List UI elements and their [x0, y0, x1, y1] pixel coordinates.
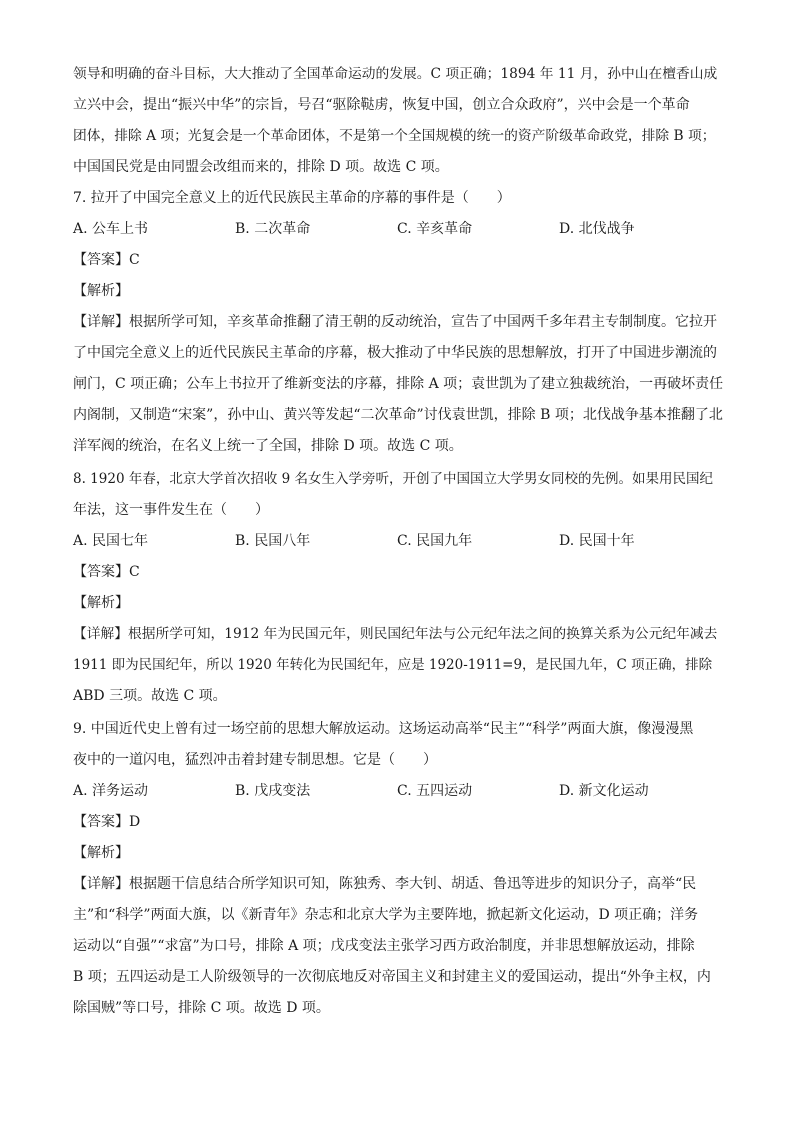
- detail-line: 除国贼”等口号，排除 C 项。故选 D 项。: [73, 1000, 330, 1016]
- option-c: C. 民国九年: [397, 533, 473, 549]
- question-stem: 7. 拉开了中国完全意义上的近代民族民主革命的序幕的事件是（ ）: [73, 190, 511, 206]
- detail-line: 【详解】根据所学可知，1912 年为民国元年，则民国纪年法与公元纪年法之间的换算关系为公元纪年减去: [73, 626, 718, 642]
- carryover-line: 立兴中会，提出“振兴中华”的宗旨，号召“驱除鞑虏，恢复中国，创立合众政府”，兴中会是一个革命: [73, 97, 690, 113]
- options-row: [73, 219, 723, 239]
- detail-line: 内阁制，又制造“宋案”，孙中山、黄兴等发起“二次革命”讨伐袁世凯，排除 B 项；北伐战争基本推翻了北: [73, 407, 723, 423]
- question-stem: 年法，这一事件发生在（ ）: [73, 502, 269, 518]
- option-b: B. 民国八年: [235, 533, 311, 549]
- answer-label: 【答案】C: [73, 252, 140, 268]
- detail-line: 1911 即为民国纪年，所以 1920 年转化为民国纪年，应是 1920-1911=9，是民国九年，C 项正确，排除: [73, 657, 713, 673]
- option-d: D. 新文化运动: [559, 783, 649, 799]
- option-d: D. 民国十年: [559, 533, 635, 549]
- option-d: D. 北伐战争: [559, 221, 635, 237]
- detail-line: ABD 三项。故选 C 项。: [73, 688, 227, 704]
- option-a: A. 民国七年: [73, 533, 149, 549]
- detail-line: 【详解】根据题干信息结合所学知识可知，陈独秀、李大钊、胡适、鲁迅等进步的知识分子，高举“民: [73, 876, 697, 892]
- answer-label: 【答案】C: [73, 564, 140, 580]
- question-stem: 8. 1920 年春，北京大学首次招收 9 名女生入学旁听，开创了中国国立大学男女同校的先例。如果用民国纪: [73, 471, 713, 487]
- carryover-line: 中国国民党是由同盟会改组而来的，排除 D 项。故选 C 项。: [73, 159, 449, 175]
- detail-line: B 项；五四运动是工人阶级领导的一次彻底地反对帝国主义和封建主义的爱国运动，提出“外争主权，内: [73, 969, 711, 985]
- question-stem: 9. 中国近代史上曾有过一场空前的思想大解放运动。这场运动高举“民主”“科学”两面大旗，像漫漫黑: [73, 721, 694, 737]
- analysis-label: 【解析】: [73, 283, 129, 299]
- detail-line: 闸门，C 项正确；公车上书拉开了维新变法的序幕，排除 A 项；袁世凯为了建立独裁统治，一再破坏责任: [73, 376, 724, 392]
- analysis-label: 【解析】: [73, 595, 129, 611]
- analysis-label: 【解析】: [73, 845, 129, 861]
- detail-line: 了中国完全意义上的近代民族民主革命的序幕，极大推动了中华民族的思想解放，打开了中国进步潮流的: [73, 345, 717, 361]
- carryover-line: 团体，排除 A 项；光复会是一个革命团体，不是第一个全国规模的统一的资产阶级革命政党，排除 B 项；: [73, 128, 716, 144]
- options-row: [73, 781, 723, 801]
- detail-line: 洋军阀的统治，在名义上统一了全国，排除 D 项。故选 C 项。: [73, 438, 463, 454]
- detail-line: 主”和“科学”两面大旗，以《新青年》杂志和北京大学为主要阵地，掀起新文化运动，D 项正确；洋务: [73, 907, 699, 923]
- option-a: A. 洋务运动: [73, 783, 149, 799]
- option-a: A. 公车上书: [73, 221, 149, 237]
- option-c: C. 辛亥革命: [397, 221, 473, 237]
- question-stem: 夜中的一道闪电，猛烈冲击着封建专制思想。它是（ ）: [73, 752, 437, 768]
- option-c: C. 五四运动: [397, 783, 473, 799]
- option-b: B. 二次革命: [235, 221, 311, 237]
- answer-label: 【答案】D: [73, 814, 141, 830]
- options-row: [73, 531, 723, 551]
- carryover-line: 领导和明确的奋斗目标，大大推动了全国革命运动的发展。C 项正确；1894 年 11 月，孙中山在檀香山成: [73, 66, 718, 82]
- option-b: B. 戊戌变法: [235, 783, 311, 799]
- detail-line: 【详解】根据所学可知，辛亥革命推翻了清王朝的反动统治，宣告了中国两千多年君主专制制度。它拉开: [73, 314, 717, 330]
- detail-line: 运动以“自强”“求富”为口号，排除 A 项；戊戌变法主张学习西方政治制度，并非思想解放运动，排除: [73, 938, 695, 954]
